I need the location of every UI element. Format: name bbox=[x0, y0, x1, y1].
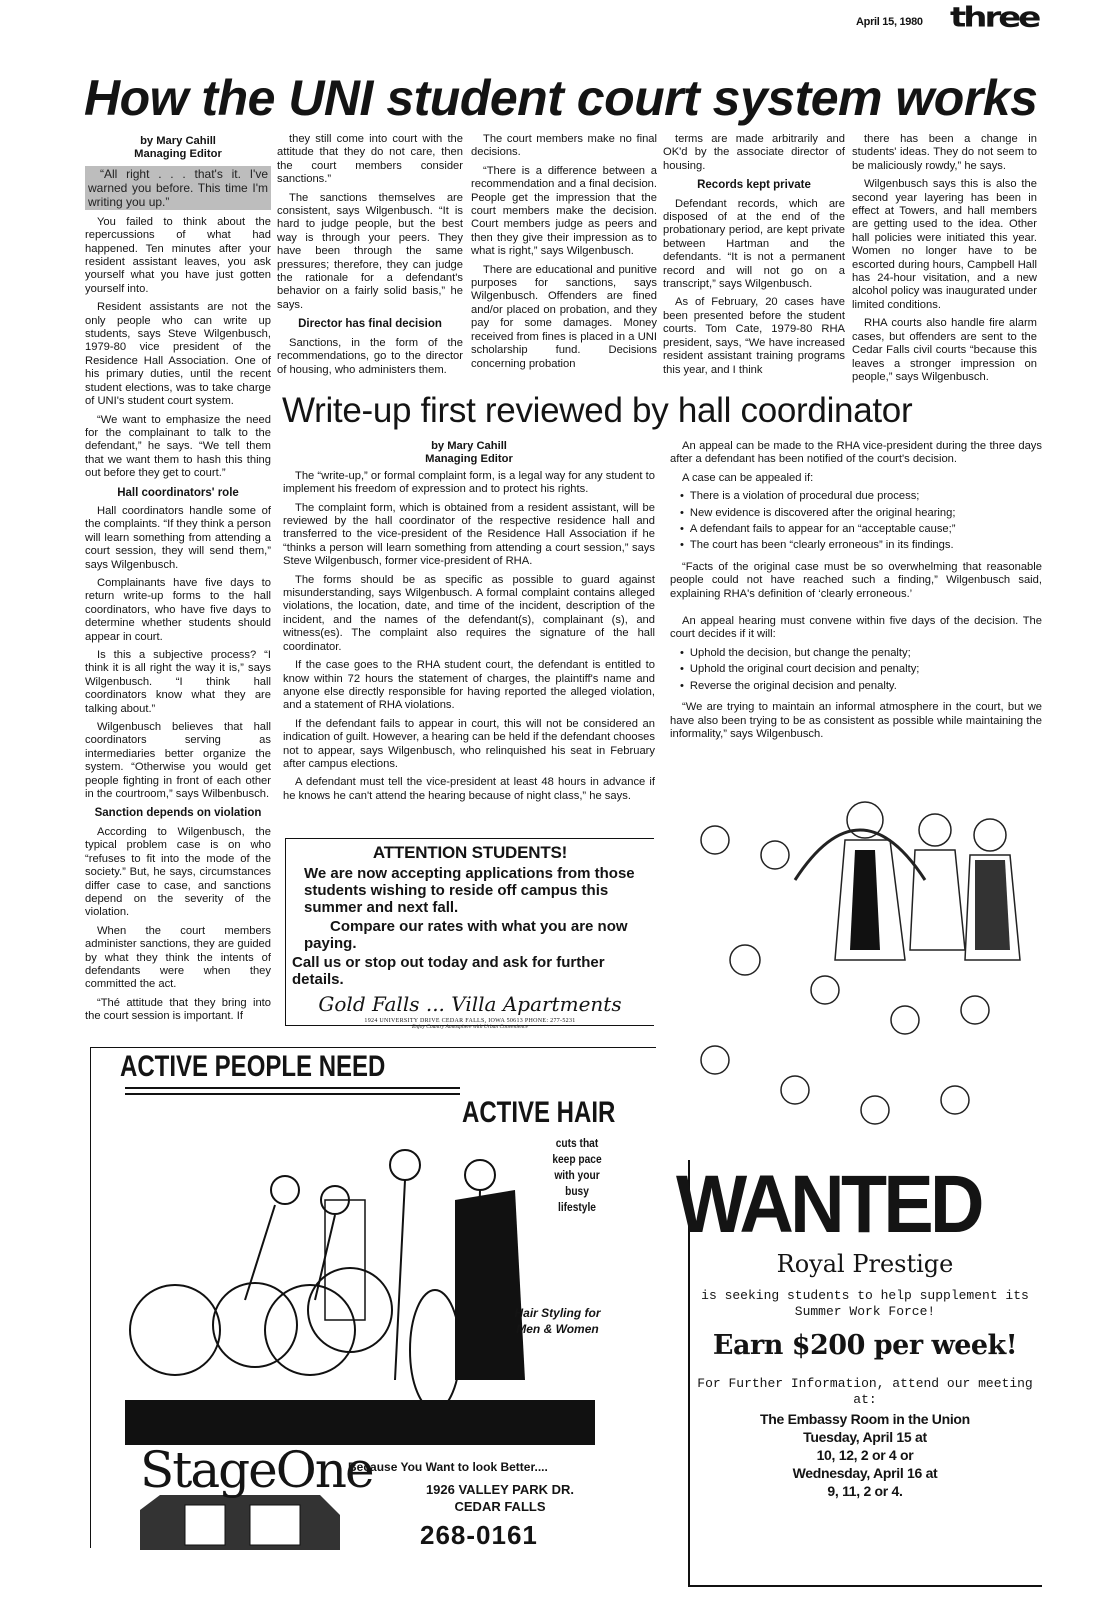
pull-quote: “All right . . . that's it. I've warned you before. This time I'm writing you up.” bbox=[85, 166, 271, 210]
ad-cuts-text: cuts that keep pace with your busy lifestyle bbox=[552, 1136, 602, 1214]
article1-byline-title: Managing Editor bbox=[134, 148, 222, 161]
section-logo: three bbox=[950, 1, 1039, 34]
ad-styling-text: Hair Styling for Men & Women bbox=[514, 1306, 601, 1336]
paragraph: The forms should be as specific as possible to guard against misunderstanding, says Wilgenbusch. A formal complaint contains alleged violations, the location, date, and time of the incident, description of the incident, and the names of the defendant(s), complainant (s), and witness(es). The complaint also requires the signature of the hall coordinator. bbox=[283, 573, 655, 653]
article1-column-1 bbox=[85, 135, 271, 1029]
black-band bbox=[125, 1400, 595, 1445]
paragraph: An appeal hearing must convene within five days of the decision. The court decides if it will: bbox=[670, 615, 1042, 641]
paragraph: If the defendant fails to appear in court, this will not be considered an indication of guilt. However, a hearing can be held if the defendant chooses not to appear, says Wilgenbusch, who relinquished his seat in February after campus elections. bbox=[283, 717, 655, 770]
crowd-illustration bbox=[675, 760, 1045, 1160]
figure-head bbox=[974, 819, 1006, 851]
article2-right-column bbox=[670, 440, 1042, 746]
appeal-outcomes-list bbox=[670, 647, 1042, 693]
article2-headline: Write-up first reviewed by hall coordinator bbox=[282, 391, 913, 430]
figure-head bbox=[961, 996, 989, 1024]
figure-head bbox=[271, 1176, 299, 1204]
figure-sweater bbox=[455, 1190, 525, 1380]
ad-tagline: Enjoy Country Atmosphere with Urban Convenience bbox=[412, 1024, 528, 1030]
ad-call: Call us or stop out today and ask for further details. bbox=[292, 954, 605, 988]
paragraph: The complaint form, which is obtained from a resident assistant, will be reviewed by the hall coordinator of the respective residence hall and transferred to the vice-president of the Residence Hall Association if he “thinks a person will learn something from attending a court session,” says Steve Wilgenbusch, former vice-president of RHA. bbox=[283, 501, 655, 568]
figure-head bbox=[701, 826, 729, 854]
list-item: • Uphold the decision, but change the penalty; bbox=[692, 647, 1042, 660]
stage-one-logo: StageOne bbox=[140, 1441, 373, 1499]
figure-head bbox=[730, 945, 760, 975]
paragraph: The “write-up,” or formal complaint form, is a legal way for any student to implement his freedom of expression and to protect his rights. bbox=[283, 469, 655, 496]
ad-earn-text: Earn $200 per week! bbox=[712, 1330, 1018, 1361]
article1-column-4 bbox=[663, 133, 845, 382]
paragraph: As of February, 20 cases have been presented before the student courts. Tom Cate, 1979-80 RHA president, says, “We have increased resident assistant training programs this year, and I think bbox=[663, 296, 845, 376]
column-text bbox=[852, 133, 1037, 384]
ad-seeking-text: is seeking students to help supplement its Summer Work Force! bbox=[701, 1288, 1029, 1319]
ad-phone: 268-0161 bbox=[420, 1520, 538, 1550]
paragraph: terms are made arbitrarily and OK'd by the associate director of housing. bbox=[663, 133, 845, 172]
ad-headline-1: ACTIVE PEOPLE NEED bbox=[120, 1050, 386, 1083]
paragraph: When the court members administer sanctions, they are guided by what they think the intents of defendants were when they committed the act. bbox=[85, 924, 271, 991]
appeal-conditions-list bbox=[670, 490, 1042, 553]
ad-address: 1924 UNIVERSITY DRIVE CEDAR FALLS, IOWA 50613 PHONE: 277-5231 bbox=[364, 1018, 576, 1024]
article2-byline-title: Managing Editor bbox=[425, 453, 513, 466]
paragraph: Is this a subjective process? “I think it is all right the way it is,” says Wilgenbusch. “I think hall coordinators know what they are talking about.” bbox=[85, 649, 271, 715]
figure-head bbox=[465, 1160, 495, 1190]
paragraph: “We are trying to maintain an informal atmosphere in the court, but we have also been trying to be as consistent as possible while maintaining the informality,” says Wilgenbusch. bbox=[670, 701, 1042, 740]
bicycle-wheel bbox=[410, 1290, 460, 1410]
paragraph: There are educational and punitive purposes for sanctions, says Wilgenbusch. Offenders are fined and/or placed on probation, and they pay for some damages. Money received from fines is placed in a UNI scholarship fund. Decisions concerning probation bbox=[471, 263, 657, 370]
paragraph: “Facts of the original case must be so overwhelming that reasonable people could not have reached such a finding,” Wilgenbusch said, explaining RHA's definition of ‘clearly erroneous.’ bbox=[670, 560, 1042, 600]
article1-byline: by Mary Cahill bbox=[140, 135, 216, 147]
bicycle-wheel bbox=[130, 1285, 220, 1375]
ad-headline-2: ACTIVE HAIR bbox=[462, 1096, 616, 1129]
paragraph: Wilgenbusch says this is also the second year layering has been in effect at Towers, and hall members are getting used to the idea. Other hall policies were initiated this year. Women no longer have to be escorted during hours, Campbell Hall has 24-hour visitation, and a new alcohol policy was inaugurated under limited conditions. bbox=[852, 178, 1037, 311]
article1-column-2 bbox=[277, 133, 463, 382]
paragraph: Resident assistants are not the only people who can write up students, says Steve Wilgenbusch, 1979-80 vice president of the Residence Hall Association. One of his primary duties, until the recent student elections, was to take charge of UNI's student court system. bbox=[85, 301, 271, 408]
ad-slogan: Because You Want to look Better.... bbox=[348, 1460, 548, 1474]
meeting-line: Tuesday, April 15 at bbox=[803, 1429, 927, 1445]
column-text bbox=[277, 133, 463, 377]
column-text bbox=[471, 133, 657, 371]
paragraph: The court members make no final decisions. bbox=[471, 133, 657, 159]
list-item: • The court has been “clearly erroneous” in its findings. bbox=[692, 539, 1042, 552]
article1-column-5 bbox=[852, 133, 1037, 389]
paragraph: RHA courts also handle fire alarm cases, but offenders are sent to the Cedar Falls civil courts “because this leaves a stronger impression on people,” says Wilgenbusch. bbox=[852, 317, 1037, 383]
meeting-details bbox=[690, 1410, 1040, 1500]
paragraph: Complainants have five days to return write-up forms to the hall coordinators, who have five days to determine whether students should appear in court. bbox=[85, 576, 271, 643]
subheading: Hall coordinators' role bbox=[117, 486, 239, 499]
column-text bbox=[85, 216, 271, 1024]
figure-head bbox=[861, 1096, 889, 1124]
figure-head bbox=[781, 1076, 809, 1104]
list-item: • New evidence is discovered after the original hearing; bbox=[692, 507, 1042, 520]
article2-byline: by Mary Cahill bbox=[431, 440, 507, 452]
villa-apartments-ad bbox=[285, 838, 654, 1030]
paragraph: Wilgenbusch believes that hall coordinators serving as intermediaries better organize the system. “Otherwise you would get people fighting in front of each other in the courtroom,” says Wilbenbusch. bbox=[85, 721, 271, 801]
address-street: 1926 VALLEY PARK DR. bbox=[425, 1482, 575, 1497]
paragraph: “There is a difference between a recommendation and a final decision. People get the impression that the court members make the decision. Court members judge as peers and then they give their impression as to what is right,” says Wilgenbusch. bbox=[471, 164, 657, 258]
figure-head bbox=[847, 802, 883, 838]
figure-head bbox=[811, 976, 839, 1004]
paragraph: there has been a change in students' ideas. They do not seem to be maliciously rowdy,” he says. bbox=[852, 133, 1037, 172]
list-item: • Uphold the original court decision and penalty; bbox=[692, 663, 1042, 676]
meeting-line: 9, 11, 2 or 4. bbox=[827, 1483, 903, 1499]
figure-head bbox=[390, 1150, 420, 1180]
figure-head bbox=[919, 814, 951, 846]
ad-title: ATTENTION STUDENTS! bbox=[372, 843, 568, 862]
subheading: Records kept private bbox=[697, 179, 811, 192]
paragraph: You failed to think about the repercussions of what had happened. Ten minutes after your resident assistant leaves, you ask yourself what you have just gotten yourself into. bbox=[85, 215, 271, 295]
ad-body: We are now accepting applications from those students wishing to reside off campus this summer and next fall. bbox=[304, 865, 635, 916]
figure-head bbox=[701, 1046, 729, 1074]
meeting-line: The Embassy Room in the Union bbox=[760, 1411, 970, 1427]
paragraph: Hall coordinators handle some of the complaints. “If they think a person will learn something from attending a court session, they will send them,” says Wilgenbusch. bbox=[85, 504, 271, 571]
list-item: • Reverse the original decision and penalty. bbox=[692, 680, 1042, 693]
list-item: • A defendant fails to appear for an “acceptable cause;” bbox=[692, 523, 1042, 536]
ad-address bbox=[400, 1481, 600, 1515]
figure-head bbox=[941, 1086, 969, 1114]
issue-date: April 15, 1980 bbox=[856, 16, 923, 28]
wanted-headline: WANTED bbox=[676, 1159, 981, 1250]
villa-logo: Gold Falls ... Villa Apartments bbox=[318, 992, 622, 1016]
subheading: Sanction depends on violation bbox=[94, 807, 262, 820]
paragraph: Defendant records, which are disposed of at the end of the probationary period, are kept private between Hartman and the defendants. “It is not a permanent record and will not go on a transcript,” says Wilgenbusch. bbox=[663, 197, 845, 291]
article1-headline: How the UNI student court system works bbox=[84, 70, 1038, 126]
paragraph: they still come into court with the attitude that they do not care, then the court members consider sanctions.” bbox=[277, 133, 463, 186]
paragraph: The sanctions themselves are consistent, says Wilgenbusch. “It is hard to judge people, but the best way is through your peers. They have been through the same pressures; therefore, they can judge the rationale for a defendant's behavior on a fairly solid basis,” he says. bbox=[277, 191, 463, 311]
paragraph: Sanctions, in the form of the recommendations, go to the director of housing, who administers them. bbox=[277, 336, 463, 376]
column-text bbox=[283, 470, 655, 803]
paragraph: A defendant must tell the vice-president at least 48 hours in advance if he knows he can't attend the hearing because of night class,” he says. bbox=[283, 776, 655, 802]
article1-column-3 bbox=[471, 133, 657, 376]
address-city: CEDAR FALLS bbox=[454, 1499, 546, 1514]
paragraph: “We want to emphasize the need for the complainant to talk to the defendant,” he says. “We tell them that we want them to hash this thing out before they get to court.” bbox=[85, 413, 271, 480]
paragraph: If the case goes to the RHA student court, the defendant is entitled to know within 72 hours the statement of charges, the plaintiff's name and anyone else directly responsible for having reported the alleged violation, and a statement of RHA violations. bbox=[283, 659, 655, 712]
article2-left-column bbox=[283, 440, 655, 808]
ad-further-info: For Further Information, attend our meeting at: bbox=[697, 1376, 1033, 1407]
paragraph: A case can be appealed if: bbox=[682, 471, 814, 484]
list-item: • There is a violation of procedural due process; bbox=[692, 490, 1042, 503]
paragraph: According to Wilgenbusch, the typical problem case is on who “refuses to fit into the mode of the society.” But, he says, circumstances differ case to case, and sanctions depend on the severity of the violation. bbox=[85, 825, 271, 919]
subheading: Director has final decision bbox=[298, 318, 442, 331]
company-name: Royal Prestige bbox=[776, 1250, 954, 1278]
meeting-line: 10, 12, 2 or 4 or bbox=[816, 1447, 914, 1463]
meeting-line: Wednesday, April 16 at bbox=[792, 1465, 938, 1481]
paragraph: An appeal can be made to the RHA vice-president during the three days after a defendant has been notified of the court's decision. bbox=[670, 440, 1042, 466]
figure-head bbox=[891, 1006, 919, 1034]
column-text bbox=[663, 133, 845, 377]
ad-compare: Compare our rates with what you are now paying. bbox=[304, 918, 628, 952]
bicycle-wheel bbox=[213, 1283, 297, 1367]
paragraph: “Thé attitude that they bring into the court session is important. If bbox=[85, 996, 271, 1023]
figure-head bbox=[761, 841, 789, 869]
